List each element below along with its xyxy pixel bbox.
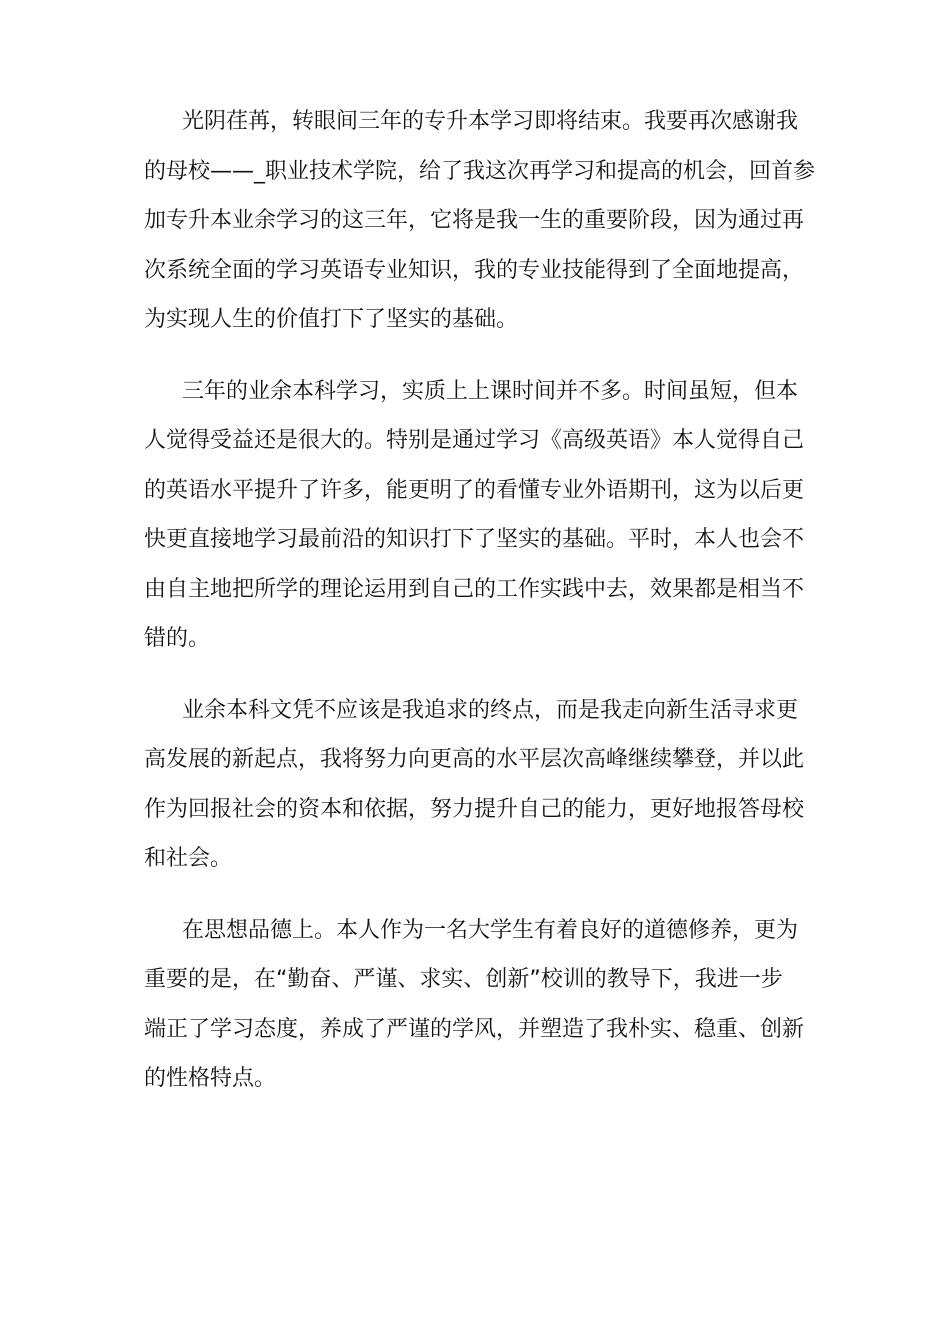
paragraph-2 (144, 367, 808, 664)
text-line: 次系统全面的学习英语专业知识，我的专业技能得到了全面地提高， (144, 257, 805, 283)
text-line: 人觉得受益还是很大的。特别是通过学习《高级英语》本人觉得自己 (144, 428, 805, 453)
text-line: 高发展的新起点，我将努力向更高的水平层次高峰继续攀登，并以此 (144, 747, 805, 772)
text-line: 重要的是，在“勤奋、严谨、求实、创新”校训的教导下，我进一步 (144, 967, 783, 992)
text-line: 加专升本业余学习的这三年，它将是我一生的重要阶段，因为通过再 (144, 208, 805, 233)
text-line: 的英语水平提升了许多，能更明了的看懂专业外语期刊，这为以后更 (144, 477, 805, 503)
text-line: 和社会。 (144, 846, 233, 871)
paragraph-1 (144, 97, 816, 345)
paragraph-3 (144, 686, 808, 884)
text-line: 光阴荏苒，转眼间三年的专升本学习即将结束。我要再次感谢我 (182, 109, 799, 134)
text-line: 为实现人生的价值打下了坚实的基础。 (144, 307, 519, 332)
text-line: 作为回报社会的资本和依据，努力提升自己的能力，更好地报答母校 (144, 796, 805, 822)
text-line: 在思想品德上。本人作为一名大学生有着良好的道德修养，更为 (182, 917, 799, 943)
text-line: 的母校——_职业技术学院，给了我这次再学习和提高的机会，回首参 (144, 158, 816, 184)
text-line: 错的。 (144, 626, 211, 651)
text-line: 由自主地把所学的理论运用到自己的工作实践中去，效果都是相当不 (144, 576, 805, 602)
document-body (144, 97, 816, 1104)
text-line: 的性格特点。 (144, 1066, 277, 1091)
text-line: 业余本科文凭不应该是我追求的终点，而是我走向新生活寻求更 (182, 697, 799, 723)
text-line: 快更直接地学习最前沿的知识打下了坚实的基础。平时，本人也会不 (144, 527, 805, 552)
text-line: 三年的业余本科学习，实质上上课时间并不多。时间虽短，但本 (182, 378, 799, 404)
text-line: 端正了学习态度，养成了严谨的学风，并塑造了我朴实、稳重、创新 (144, 1016, 805, 1042)
paragraph-4 (144, 906, 808, 1104)
